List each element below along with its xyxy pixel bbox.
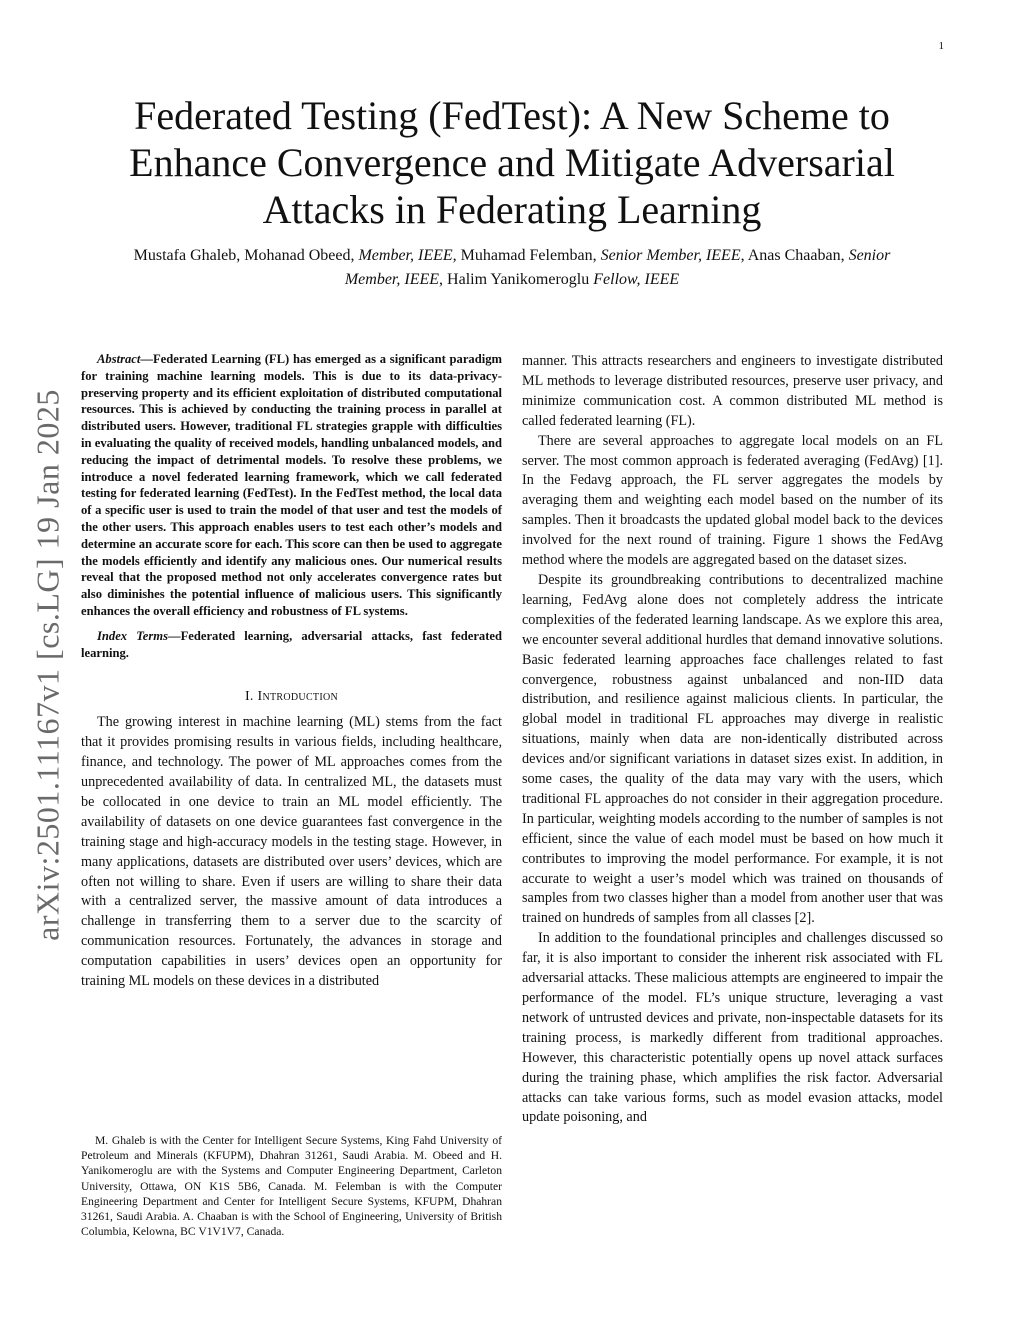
index-terms-label: Index Terms bbox=[97, 628, 168, 643]
abstract-text: —Federated Learning (FL) has emerged as a significant paradigm for training machine learning models. This is due to its data-privacy-preserving property and its efficient exploitation of distributed computational resources. This is achieved by conducting the training process in parallel at distributed users. However, traditional FL strategies grapple with difficulties in evaluating the quality of received models, handling unbalanced models, and reducing the impact of detrimental models. To resolve these problems, we introduce a novel federated learning framework, which we call federated testing for federated learning (FedTest). In the FedTest method, the local data of a specific user is used to train the model of that user and test the models of the other users. This approach enables users to test each other’s models and determine an accurate score for each. This score can then be used to aggregate the models efficiently and identify any malicious ones. Our numerical results reveal that the proposed method not only accelerates convergence rates but also diminishes the potential influence of malicious users. This significantly enhances the overall efficiency and robustness of FL systems. bbox=[81, 352, 502, 618]
arxiv-identifier-stamp: arXiv:2501.11167v1 [cs.LG] 19 Jan 2025 bbox=[29, 389, 66, 941]
body-paragraph: The growing interest in machine learning (ML) stems from the fact that it provides promising results in various fields, including healthcare, finance, and technology. The power of ML approaches comes from the unprecedented availability of data. In centralized ML, the datasets must be collocated in one device to train an ML model efficiently. The availability of datasets on one device guarantees fast convergence in the training stage and high-accuracy models in the testing stage. However, in many applications, datasets are distributed over users’ devices, which are often not willing to share. Even if users are willing to share their data with a centralized server, the massive amount of data introduces a challenge in transferring them to a server due to the scarcity of communication resources. Fortunately, the advances in storage and computation capabilities in users’ devices open an opportunity for training ML models on these devices in a distributed bbox=[81, 714, 502, 990]
index-terms bbox=[81, 628, 502, 662]
left-column bbox=[81, 351, 502, 992]
author-affiliation-title: Senior Member, IEEE bbox=[600, 247, 741, 264]
body-paragraph: manner. This attracts researchers and engineers to investigate distributed ML methods to leverage distributed resources, preserve user privacy, and minimize communication cost. A common distributed ML method is called federated learning (FL). bbox=[522, 353, 943, 429]
body-paragraph: Despite its groundbreaking contributions to decentralized machine learning, FedAvg alone does not completely address the intricate complexities of the federated learning landscape. As we explore this area, we encounter several additional hurdles that demand innovative solutions. Basic federated learning approaches face challenges related to fast convergence, robustness against unbalanced and non-IID data distribution, and resilience against malicious clients. In particular, the global model in traditional FL approaches may diverge in realistic situations, mainly when data are non-identically distributed across devices and/or significant variations in dataset sizes exist. In addition, in some cases, the quality of the data may vary with the users, which traditional FL approaches do not consider in their aggregation procedure. In particular, weighting models according to the number of samples is not efficient, since the value of each model must be based on how much it contributes to improving the model performance. For example, it is not accurate to weight a user’s model which was trained on thousands of samples from two classes higher than a model from another user that was trained on hundreds of samples from all classes [2]. bbox=[522, 571, 943, 927]
body-paragraph: There are several approaches to aggregate local models on an FL server. The most common approach is federated averaging (FedAvg) [1]. In the Fedavg approach, the FL server aggregates the models by averaging them and weighting each model based on the number of its samples. Then it broadcasts the updated global model back to the devices involved for the next round of training. Figure 1 shows the FedAvg method where the models are aggregated based on the dataset sizes. bbox=[522, 432, 943, 569]
right-column bbox=[522, 352, 943, 1128]
body-paragraph: In addition to the foundational principles and challenges discussed so far, it is also important to consider the inherent risk associated with FL adversarial attacks. These malicious attempts are engineered to impair the performance of the model. FL’s unique structure, leveraging a vast network of untrusted devices and private, non-inspectable datasets for its training process, is markedly different from traditional approaches. However, this characteristic potentially opens up novel attack surfaces during the training phase, which amplifies the risk factor. Adversarial attacks can take various forms, such as model evasion attacks, model update poisoning, and bbox=[522, 930, 943, 1126]
section-heading-introduction: I. Introduction bbox=[244, 689, 339, 705]
author-affiliation-title: Senior Member, IEEE bbox=[344, 247, 891, 288]
author-segment: , Anas Chaaban, bbox=[740, 247, 849, 264]
author-segment: Mustafa Ghaleb, Mohanad Obeed, bbox=[133, 247, 359, 264]
author-segment: Muhamad Felemban, bbox=[456, 247, 601, 264]
author-segment: , Halim Yanikomeroglu bbox=[439, 271, 594, 288]
abstract bbox=[81, 351, 502, 620]
paper-title: Federated Testing (FedTest): A New Scheme to Enhance Convergence and Mitigate Adversarial Attacks in Federating Learning bbox=[129, 93, 895, 232]
abstract-label: Abstract bbox=[97, 352, 141, 366]
page-number: 1 bbox=[938, 40, 944, 52]
index-terms-text: —Federated learning, adversarial attacks, fast federated learning. bbox=[81, 628, 502, 660]
author-affiliation-title: Fellow, IEEE bbox=[593, 271, 680, 288]
author-list bbox=[110, 244, 914, 292]
author-affiliation-title: Member, IEEE, bbox=[358, 247, 457, 264]
author-affiliation-footnote: M. Ghaleb is with the Center for Intelligent Secure Systems, King Fahd University of Petroleum and Minerals (KFUPM), Dhahran 31261, Saudi Arabia. M. Obeed and H. Yanikomeroglu are with the Systems and Computer Engineering Department, Carleton University, Ottawa, ON K1S 5B6, Canada. M. Felemban is with the Computer Engineering Department and Center for Intelligent Secure Systems, KFUPM, Dhahran 31261, Saudi Arabia. A. Chaaban is with the School of Engineering, University of British Columbia, Kelowna, BC V1V1V7, Canada. bbox=[81, 1134, 502, 1239]
